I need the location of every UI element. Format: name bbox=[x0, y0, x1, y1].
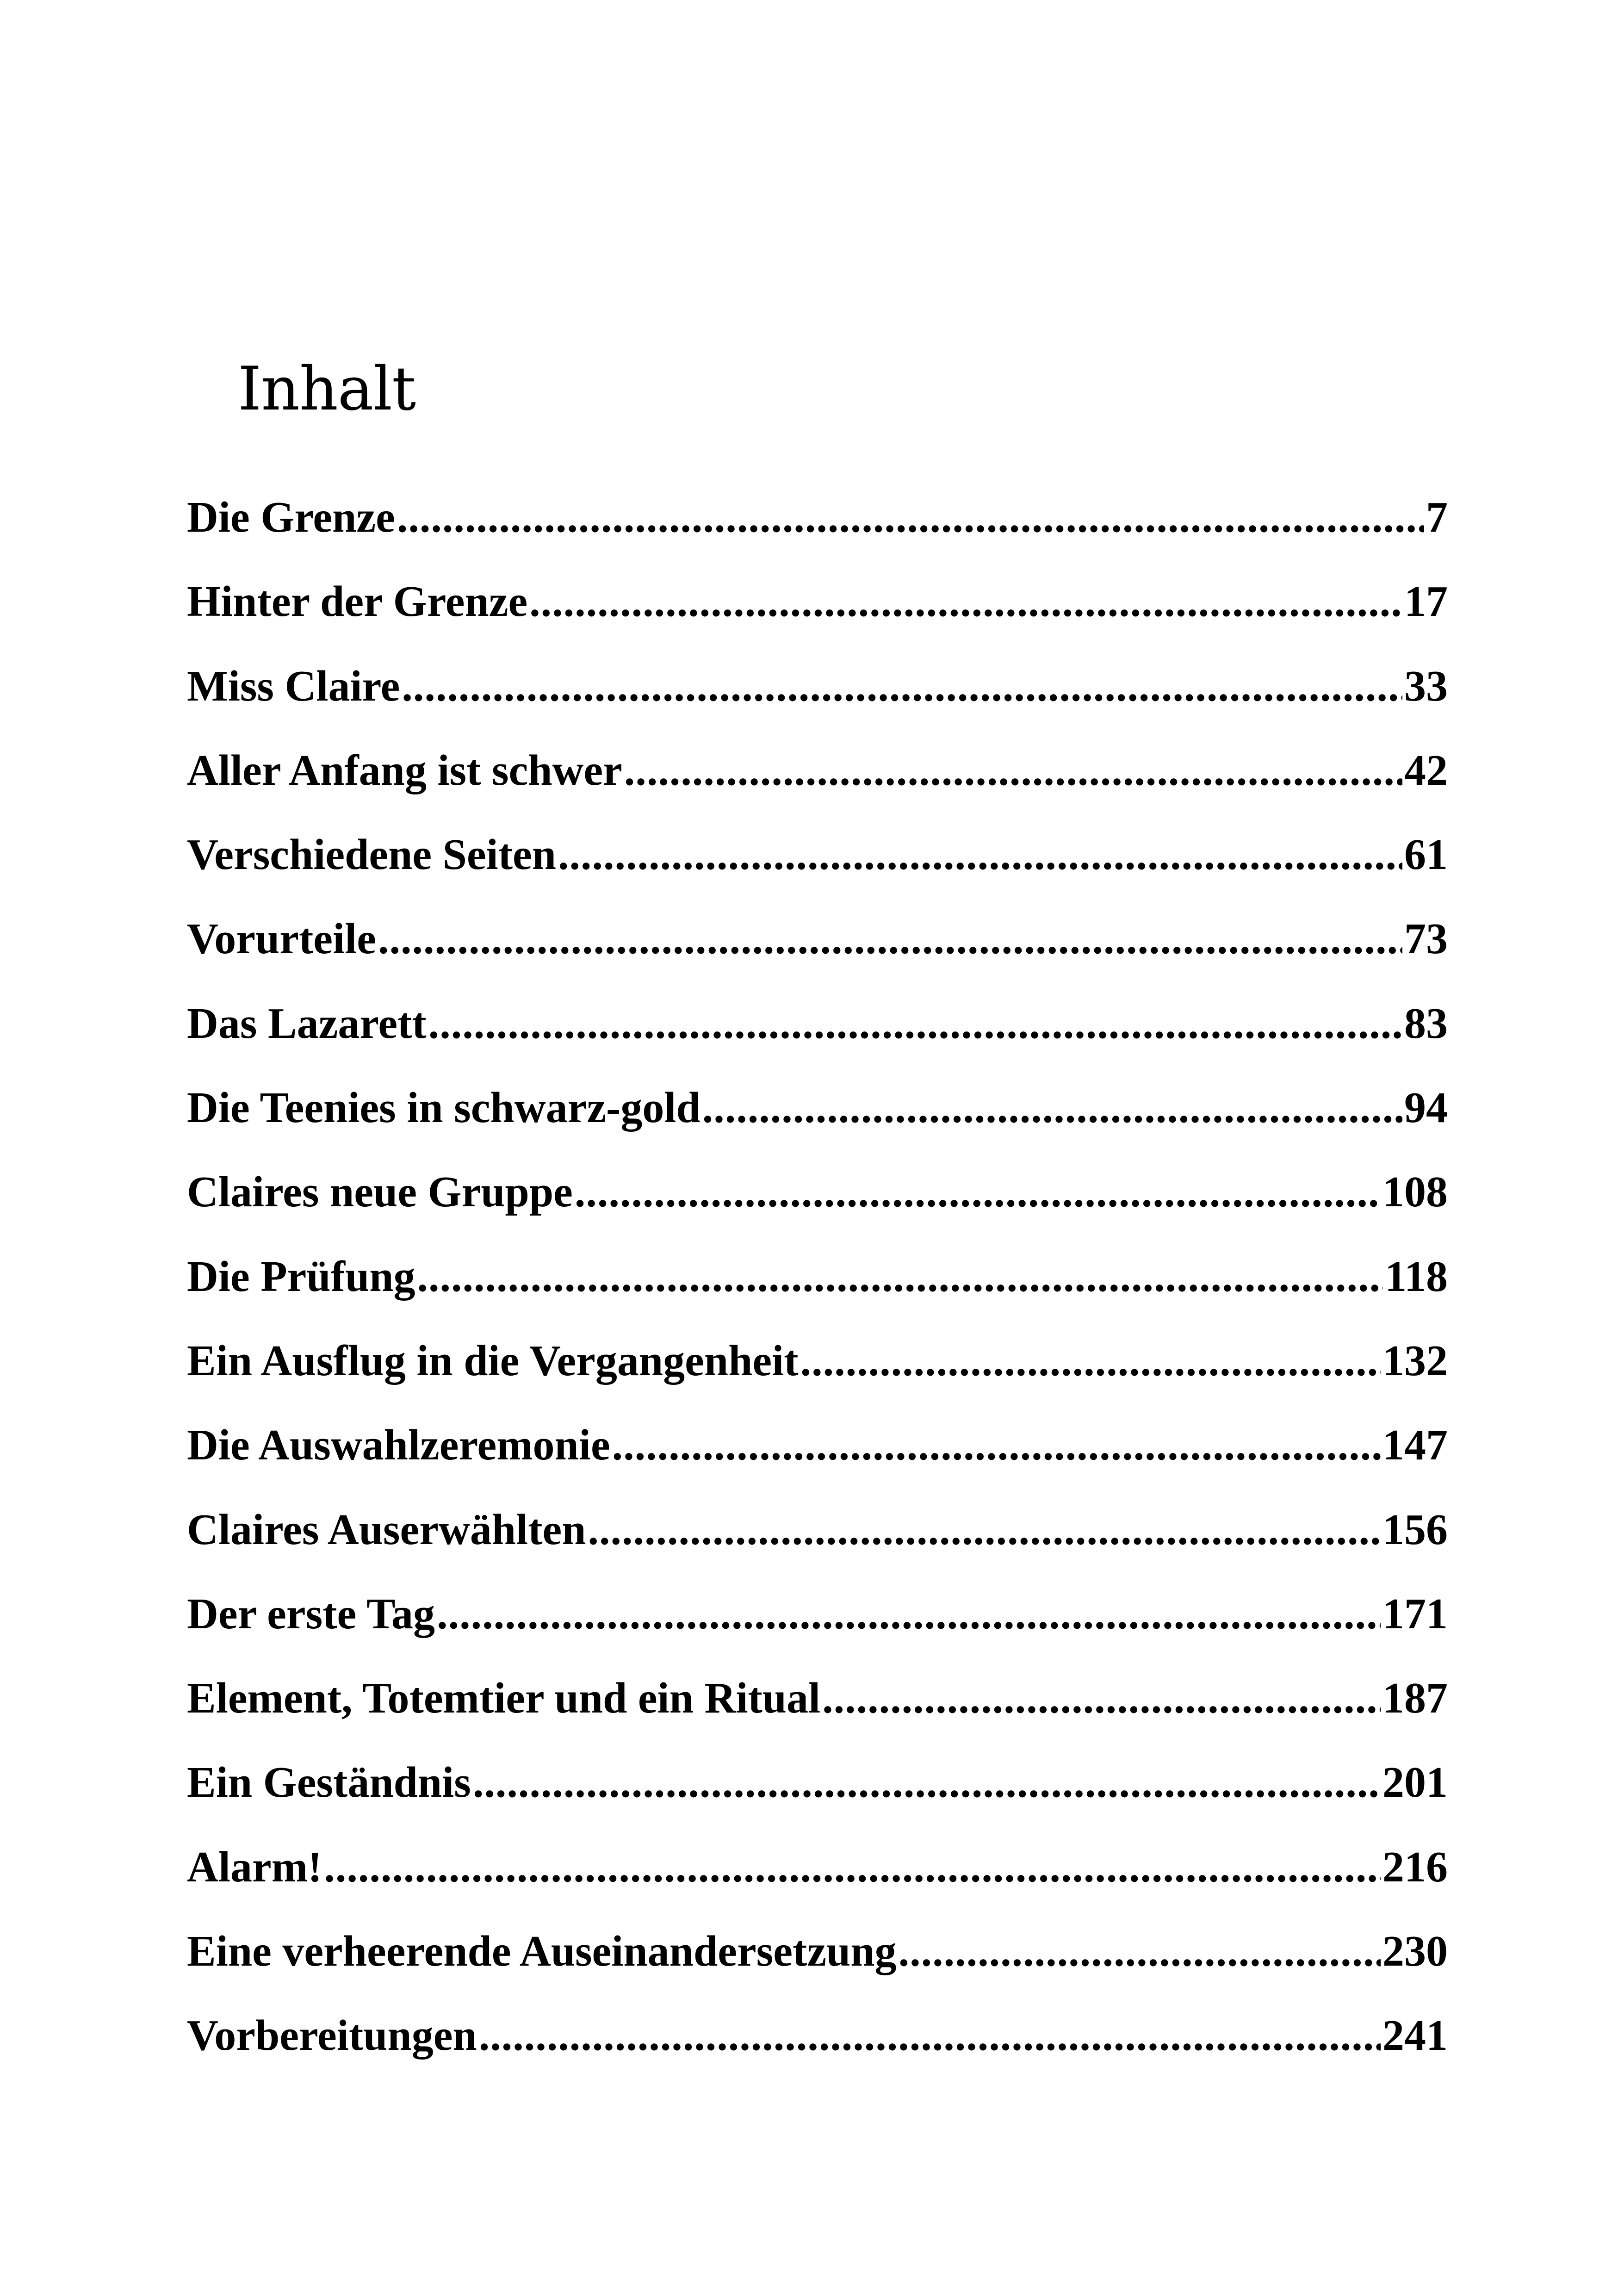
toc-entry-page-number: 17 bbox=[1404, 577, 1448, 626]
dot-leader bbox=[428, 981, 1402, 1066]
toc-entry bbox=[187, 559, 1448, 644]
toc-entry-page-number: 33 bbox=[1404, 662, 1448, 710]
dot-leader bbox=[378, 897, 1402, 981]
toc-entry bbox=[187, 1403, 1448, 1487]
toc-entry bbox=[187, 1150, 1448, 1234]
toc-entry-label: Alarm! bbox=[187, 1843, 322, 1891]
toc-entry-page-number: 156 bbox=[1382, 1505, 1448, 1554]
toc-entry bbox=[187, 1572, 1448, 1656]
toc-entry-page-number: 83 bbox=[1404, 999, 1448, 1048]
toc-entry-page-number: 42 bbox=[1404, 746, 1448, 794]
toc-entry-label: Die Grenze bbox=[187, 493, 395, 541]
table-of-contents bbox=[187, 475, 1448, 2078]
toc-entry-label: Claires neue Gruppe bbox=[187, 1168, 573, 1216]
toc-entry bbox=[187, 1656, 1448, 1740]
toc-entry bbox=[187, 981, 1448, 1066]
dot-leader bbox=[529, 559, 1402, 644]
toc-entry bbox=[187, 813, 1448, 897]
dot-leader bbox=[558, 813, 1402, 897]
dot-leader bbox=[402, 644, 1402, 728]
toc-entry bbox=[187, 1488, 1448, 1572]
dot-leader bbox=[800, 1319, 1381, 1403]
toc-entry-label: Vorbereitungen bbox=[187, 2011, 477, 2060]
toc-entry-label: Ein Ausflug in die Vergangenheit bbox=[187, 1336, 799, 1385]
toc-entry-page-number: 7 bbox=[1426, 493, 1448, 541]
toc-entry-page-number: 216 bbox=[1382, 1843, 1448, 1891]
dot-leader bbox=[624, 728, 1402, 813]
toc-title: Inhalt bbox=[238, 354, 416, 424]
dot-leader bbox=[702, 1066, 1402, 1150]
toc-entry-label: Verschiedene Seiten bbox=[187, 831, 557, 879]
toc-entry-page-number: 241 bbox=[1382, 2011, 1448, 2060]
dot-leader bbox=[588, 1488, 1381, 1572]
toc-entry bbox=[187, 644, 1448, 728]
toc-entry bbox=[187, 1319, 1448, 1403]
toc-entry bbox=[187, 1909, 1448, 1993]
toc-entry-label: Element, Totemtier und ein Ritual bbox=[187, 1674, 821, 1723]
toc-entry-page-number: 132 bbox=[1382, 1336, 1448, 1385]
toc-entry-page-number: 147 bbox=[1382, 1421, 1448, 1470]
toc-entry-page-number: 201 bbox=[1382, 1758, 1448, 1807]
toc-entry-page-number: 230 bbox=[1382, 1927, 1448, 1976]
toc-entry-label: Die Auswahlzeremonie bbox=[187, 1421, 610, 1470]
toc-entry-label: Der erste Tag bbox=[187, 1589, 435, 1638]
toc-entry bbox=[187, 1740, 1448, 1824]
dot-leader bbox=[417, 1235, 1383, 1319]
toc-entry-page-number: 187 bbox=[1382, 1674, 1448, 1723]
toc-entry-label: Ein Geständnis bbox=[187, 1758, 471, 1807]
toc-entry-label: Die Prüfung bbox=[187, 1252, 415, 1301]
toc-entry-label: Vorurteile bbox=[187, 915, 376, 963]
toc-entry-label: Miss Claire bbox=[187, 662, 400, 710]
dot-leader bbox=[822, 1656, 1381, 1740]
toc-entry-label: Claires Auserwählten bbox=[187, 1505, 586, 1554]
toc-entry-page-number: 171 bbox=[1382, 1589, 1448, 1638]
toc-entry bbox=[187, 728, 1448, 813]
toc-entry-label: Eine verheerende Auseinandersetzung bbox=[187, 1927, 897, 1976]
dot-leader bbox=[612, 1403, 1381, 1487]
toc-entry bbox=[187, 1066, 1448, 1150]
toc-entry bbox=[187, 1235, 1448, 1319]
dot-leader bbox=[437, 1572, 1381, 1656]
toc-entry-label: Hinter der Grenze bbox=[187, 577, 528, 626]
toc-entry bbox=[187, 897, 1448, 981]
toc-entry-label: Die Teenies in schwarz-gold bbox=[187, 1084, 701, 1132]
toc-entry-page-number: 94 bbox=[1404, 1084, 1448, 1132]
dot-leader bbox=[575, 1150, 1381, 1234]
toc-entry-page-number: 73 bbox=[1404, 915, 1448, 963]
toc-entry-label: Aller Anfang ist schwer bbox=[187, 746, 622, 794]
dot-leader bbox=[324, 1825, 1381, 1909]
toc-entry bbox=[187, 475, 1448, 559]
toc-entry-page-number: 108 bbox=[1382, 1168, 1448, 1216]
dot-leader bbox=[397, 475, 1424, 559]
dot-leader bbox=[899, 1909, 1381, 1993]
dot-leader bbox=[479, 1993, 1381, 2078]
toc-entry-page-number: 61 bbox=[1404, 831, 1448, 879]
toc-entry-page-number: 118 bbox=[1385, 1252, 1448, 1301]
toc-entry bbox=[187, 1993, 1448, 2078]
toc-entry-label: Das Lazarett bbox=[187, 999, 427, 1048]
toc-entry bbox=[187, 1825, 1448, 1909]
dot-leader bbox=[473, 1740, 1381, 1824]
